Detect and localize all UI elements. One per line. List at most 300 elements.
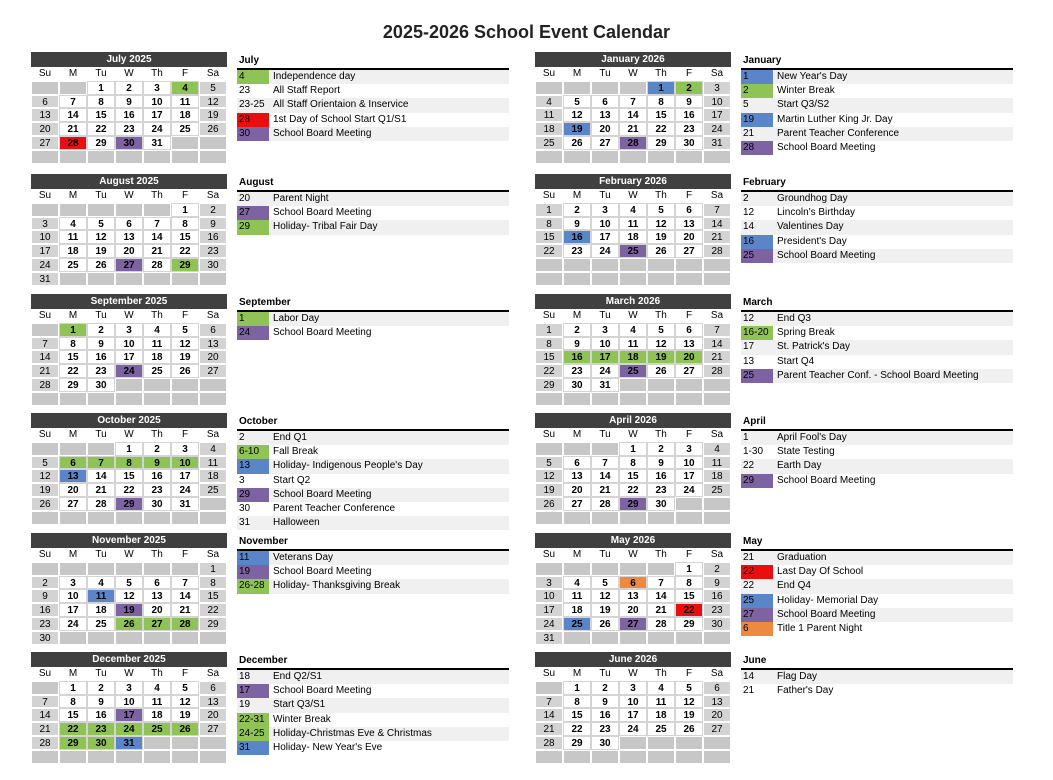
day-cell: 15 (535, 230, 563, 244)
event-row (237, 70, 509, 84)
day-cell: 12 (171, 337, 199, 351)
empty-cell (591, 442, 619, 456)
day-cell: 27 (143, 617, 171, 631)
day-cell: 12 (647, 337, 675, 351)
month-calendar (31, 174, 227, 287)
day-cell: 31 (535, 631, 563, 645)
event-date: 28 (237, 113, 269, 127)
day-cell: 20 (59, 483, 87, 497)
event-row (237, 727, 509, 741)
day-cell: 10 (59, 589, 87, 603)
event-name: State Testing (777, 446, 835, 458)
day-cell: 23 (563, 244, 591, 258)
day-cell: 5 (647, 203, 675, 217)
day-cell: 7 (143, 217, 171, 231)
empty-cell (619, 81, 647, 95)
day-cell: 9 (703, 576, 731, 590)
day-cell: 6 (591, 95, 619, 109)
weekday-label: Su (31, 428, 59, 442)
empty-cell (171, 750, 199, 764)
month-header: June 2026 (535, 652, 731, 667)
day-cell: 4 (171, 81, 199, 95)
day-cell: 1 (535, 203, 563, 217)
empty-cell (563, 272, 591, 286)
day-cell: 22 (619, 483, 647, 497)
weekday-label: Sa (199, 309, 227, 323)
weekday-label: Th (647, 428, 675, 442)
weekday-label: Tu (87, 548, 115, 562)
day-cell: 25 (535, 136, 563, 150)
event-list (741, 535, 1013, 636)
day-cell: 12 (591, 589, 619, 603)
event-name: Groundhog Day (777, 193, 848, 204)
weekday-label: M (563, 309, 591, 323)
event-date: 28 (741, 141, 773, 155)
month-calendar (535, 294, 731, 407)
day-cell: 25 (619, 244, 647, 258)
event-date: 27 (741, 608, 773, 622)
day-cell: 8 (199, 576, 227, 590)
event-row (237, 98, 509, 112)
weekday-label: W (115, 309, 143, 323)
event-row (741, 326, 1013, 340)
event-name: Parent Teacher Conf. - School Board Meeting (777, 369, 979, 381)
weekday-label: Sa (703, 428, 731, 442)
empty-cell (619, 392, 647, 406)
event-row (741, 355, 1013, 369)
day-cell: 19 (675, 708, 703, 722)
event-list-header: November (237, 535, 509, 551)
day-cell: 2 (87, 323, 115, 337)
weekday-label: F (171, 428, 199, 442)
weekday-label: F (171, 309, 199, 323)
weekday-label: Sa (199, 548, 227, 562)
day-cell: 7 (703, 203, 731, 217)
empty-cell (59, 750, 87, 764)
empty-cell (59, 511, 87, 525)
day-grid (535, 428, 731, 525)
day-cell: 5 (647, 323, 675, 337)
event-date: 16-20 (741, 326, 773, 340)
day-cell: 30 (87, 378, 115, 392)
event-date: 24 (237, 326, 269, 340)
event-date: 22 (743, 460, 755, 472)
day-cell: 2 (199, 203, 227, 217)
day-cell: 18 (535, 122, 563, 136)
day-cell: 11 (619, 217, 647, 231)
day-cell: 26 (199, 122, 227, 136)
event-row (741, 235, 1013, 249)
day-cell: 15 (675, 589, 703, 603)
day-cell: 18 (619, 350, 647, 364)
empty-cell (703, 378, 731, 392)
empty-cell (115, 272, 143, 286)
event-name: Father's Day (777, 685, 834, 697)
day-cell: 25 (703, 483, 731, 497)
event-date: 30 (237, 127, 269, 141)
day-cell: 10 (703, 95, 731, 109)
event-date: 6-10 (237, 445, 269, 459)
day-cell: 19 (647, 230, 675, 244)
event-row (741, 84, 1013, 98)
weekday-label: M (563, 548, 591, 562)
weekday-label: W (115, 67, 143, 81)
day-cell: 29 (535, 378, 563, 392)
day-cell: 10 (535, 589, 563, 603)
empty-cell (87, 511, 115, 525)
event-row (237, 84, 509, 98)
event-name: Holiday- New Year's Eve (273, 741, 383, 753)
day-cell: 24 (591, 364, 619, 378)
event-row (741, 220, 1013, 234)
day-cell: 6 (619, 576, 647, 590)
day-cell: 7 (703, 323, 731, 337)
event-date: 11 (237, 551, 269, 565)
day-cell: 26 (535, 497, 563, 511)
day-cell: 25 (199, 483, 227, 497)
month-calendar (535, 533, 731, 646)
empty-cell (143, 511, 171, 525)
event-date: 14 (743, 221, 755, 233)
day-cell: 16 (31, 603, 59, 617)
month-header: August 2025 (31, 174, 227, 189)
empty-cell (143, 272, 171, 286)
empty-cell (563, 150, 591, 164)
weekday-label: M (59, 309, 87, 323)
day-cell: 28 (591, 497, 619, 511)
empty-cell (115, 378, 143, 392)
weekday-label: Su (535, 309, 563, 323)
day-cell: 22 (59, 722, 87, 736)
event-name: School Board Meeting (777, 608, 876, 620)
day-cell: 10 (115, 695, 143, 709)
day-cell: 23 (31, 617, 59, 631)
event-name: Parent Teacher Conference (777, 127, 900, 139)
empty-cell (647, 258, 675, 272)
day-cell: 28 (59, 136, 87, 150)
event-name: All Staff Report (273, 85, 341, 97)
empty-cell (171, 736, 199, 750)
day-cell: 15 (115, 469, 143, 483)
day-cell: 6 (703, 681, 731, 695)
day-cell: 30 (591, 736, 619, 750)
day-cell: 25 (143, 364, 171, 378)
day-cell: 13 (199, 695, 227, 709)
day-cell: 31 (115, 736, 143, 750)
event-date: 23-25 (239, 99, 265, 111)
day-cell: 19 (535, 483, 563, 497)
day-cell: 29 (115, 497, 143, 511)
event-row (741, 340, 1013, 354)
day-cell: 5 (115, 576, 143, 590)
empty-cell (563, 562, 591, 576)
day-cell: 20 (563, 483, 591, 497)
day-cell: 6 (59, 456, 87, 470)
day-cell: 11 (199, 456, 227, 470)
day-cell: 27 (675, 364, 703, 378)
event-name: All Staff Orientaion & Inservice (273, 99, 409, 111)
weekday-label: Sa (199, 667, 227, 681)
day-cell: 5 (87, 217, 115, 231)
event-list-header: June (741, 654, 1013, 670)
event-date: 12 (743, 313, 755, 324)
empty-cell (591, 272, 619, 286)
day-cell: 22 (563, 722, 591, 736)
day-cell: 25 (171, 122, 199, 136)
day-cell: 9 (31, 589, 59, 603)
day-cell: 14 (535, 708, 563, 722)
event-row (741, 206, 1013, 220)
day-cell: 26 (171, 364, 199, 378)
day-cell: 13 (675, 217, 703, 231)
event-row (237, 445, 509, 459)
event-row (741, 565, 1013, 579)
day-cell: 10 (143, 95, 171, 109)
empty-cell (647, 750, 675, 764)
weekday-label: Su (535, 667, 563, 681)
day-cell: 15 (87, 108, 115, 122)
day-cell: 20 (675, 350, 703, 364)
event-name: Fall Break (273, 446, 319, 458)
day-cell: 21 (703, 350, 731, 364)
event-name: School Board Meeting (777, 141, 876, 153)
day-cell: 24 (591, 244, 619, 258)
day-cell: 8 (87, 95, 115, 109)
day-cell: 9 (87, 337, 115, 351)
weekday-label: Tu (591, 428, 619, 442)
event-row (741, 70, 1013, 84)
empty-cell (591, 81, 619, 95)
empty-cell (87, 442, 115, 456)
day-cell: 18 (59, 244, 87, 258)
event-row (237, 113, 509, 127)
day-cell: 14 (143, 230, 171, 244)
empty-cell (199, 511, 227, 525)
empty-cell (199, 150, 227, 164)
day-cell: 30 (675, 136, 703, 150)
event-name: Title 1 Parent Night (777, 622, 863, 634)
day-cell: 21 (703, 230, 731, 244)
day-cell: 26 (115, 617, 143, 631)
event-row (741, 369, 1013, 383)
day-cell: 6 (199, 323, 227, 337)
weekday-label: Sa (703, 309, 731, 323)
event-date: 2 (741, 84, 773, 98)
empty-cell (619, 631, 647, 645)
empty-cell (143, 203, 171, 217)
empty-cell (647, 150, 675, 164)
empty-cell (619, 272, 647, 286)
empty-cell (563, 631, 591, 645)
day-cell: 14 (31, 350, 59, 364)
day-cell: 2 (563, 323, 591, 337)
empty-cell (563, 81, 591, 95)
event-row (237, 206, 509, 220)
day-cell: 5 (171, 323, 199, 337)
day-cell: 20 (31, 122, 59, 136)
day-cell: 21 (31, 364, 59, 378)
day-cell: 5 (31, 456, 59, 470)
day-cell: 17 (675, 469, 703, 483)
day-cell: 14 (703, 217, 731, 231)
day-cell: 24 (675, 483, 703, 497)
day-cell: 7 (591, 456, 619, 470)
event-date: 6 (741, 622, 773, 636)
day-cell: 9 (87, 695, 115, 709)
event-row (741, 431, 1013, 445)
day-cell: 14 (31, 708, 59, 722)
day-cell: 6 (143, 576, 171, 590)
day-cell: 29 (647, 136, 675, 150)
empty-cell (563, 511, 591, 525)
day-cell: 3 (535, 576, 563, 590)
weekday-label: Th (143, 667, 171, 681)
event-row (741, 684, 1013, 698)
event-name: School Board Meeting (273, 566, 372, 578)
empty-cell (31, 681, 59, 695)
event-list-header: October (237, 415, 509, 431)
day-cell: 1 (59, 681, 87, 695)
day-cell: 7 (31, 695, 59, 709)
day-cell: 26 (647, 244, 675, 258)
day-cell: 8 (171, 217, 199, 231)
day-cell: 2 (647, 442, 675, 456)
day-cell: 9 (675, 95, 703, 109)
empty-cell (619, 511, 647, 525)
empty-cell (143, 562, 171, 576)
day-cell: 13 (563, 469, 591, 483)
empty-cell (619, 750, 647, 764)
event-date: 13 (237, 459, 269, 473)
weekday-label: F (675, 428, 703, 442)
event-date: 1 (741, 70, 773, 84)
day-cell: 6 (31, 95, 59, 109)
weekday-label: Su (31, 548, 59, 562)
day-cell: 10 (619, 695, 647, 709)
day-cell: 2 (143, 442, 171, 456)
empty-cell (115, 631, 143, 645)
empty-cell (59, 562, 87, 576)
empty-cell (647, 562, 675, 576)
day-cell: 5 (563, 95, 591, 109)
day-cell: 4 (143, 323, 171, 337)
page-title: 2025-2026 School Event Calendar (382, 22, 671, 42)
event-date: 2 (239, 432, 245, 443)
day-cell: 3 (703, 81, 731, 95)
event-name: Holiday-Christmas Eve & Christmas (273, 727, 432, 739)
day-cell: 26 (591, 617, 619, 631)
day-cell: 8 (115, 456, 143, 470)
month-calendar (31, 533, 227, 646)
day-cell: 7 (535, 695, 563, 709)
event-name: School Board Meeting (273, 327, 372, 339)
month-header: November 2025 (31, 533, 227, 548)
event-row (741, 98, 1013, 112)
day-cell: 29 (59, 378, 87, 392)
weekday-label: Su (31, 309, 59, 323)
empty-cell (59, 392, 87, 406)
day-cell: 12 (87, 230, 115, 244)
event-name: Flag Day (777, 671, 818, 682)
empty-cell (591, 631, 619, 645)
event-row (237, 670, 509, 684)
event-date: 29 (237, 220, 269, 234)
day-cell: 19 (115, 603, 143, 617)
day-cell: 18 (647, 708, 675, 722)
empty-cell (171, 378, 199, 392)
event-row (237, 431, 509, 445)
empty-cell (647, 392, 675, 406)
day-cell: 24 (115, 722, 143, 736)
event-name: Veterans Day (273, 552, 334, 563)
day-cell: 5 (171, 681, 199, 695)
day-cell: 20 (199, 708, 227, 722)
empty-cell (563, 750, 591, 764)
day-cell: 8 (563, 695, 591, 709)
day-cell: 11 (703, 456, 731, 470)
event-row (237, 474, 509, 488)
event-name: Start Q2 (273, 474, 311, 486)
day-cell: 28 (647, 617, 675, 631)
event-list-header: December (237, 654, 509, 670)
day-cell: 20 (115, 244, 143, 258)
event-name: St. Patrick's Day (777, 341, 851, 353)
empty-cell (535, 150, 563, 164)
day-cell: 30 (703, 617, 731, 631)
event-row (741, 459, 1013, 473)
event-date: 21 (743, 685, 755, 697)
day-cell: 27 (115, 258, 143, 272)
day-grid (31, 667, 227, 764)
weekday-label: Sa (703, 189, 731, 203)
day-cell: 9 (199, 217, 227, 231)
empty-cell (703, 631, 731, 645)
day-cell: 26 (87, 258, 115, 272)
day-cell: 23 (143, 483, 171, 497)
weekday-label: Su (535, 428, 563, 442)
event-date: 12 (743, 207, 755, 219)
empty-cell (31, 511, 59, 525)
day-cell: 16 (703, 589, 731, 603)
day-cell: 5 (591, 576, 619, 590)
day-cell: 19 (199, 108, 227, 122)
day-cell: 7 (59, 95, 87, 109)
month-header: September 2025 (31, 294, 227, 309)
day-cell: 12 (31, 469, 59, 483)
empty-cell (619, 258, 647, 272)
event-row (237, 579, 509, 593)
day-cell: 21 (619, 122, 647, 136)
event-date: 19 (237, 565, 269, 579)
day-cell: 22 (535, 244, 563, 258)
month-calendar (31, 294, 227, 407)
weekday-label: Sa (199, 428, 227, 442)
empty-cell (199, 378, 227, 392)
month-calendar (535, 52, 731, 165)
empty-cell (87, 150, 115, 164)
empty-cell (31, 81, 59, 95)
event-row (237, 684, 509, 698)
event-list-header: May (741, 535, 1013, 551)
day-cell: 8 (675, 576, 703, 590)
event-date: 17 (743, 341, 755, 353)
event-row (237, 127, 509, 141)
day-cell: 18 (703, 469, 731, 483)
day-cell: 5 (675, 681, 703, 695)
day-cell: 28 (703, 244, 731, 258)
day-grid (535, 67, 731, 164)
empty-cell (59, 442, 87, 456)
